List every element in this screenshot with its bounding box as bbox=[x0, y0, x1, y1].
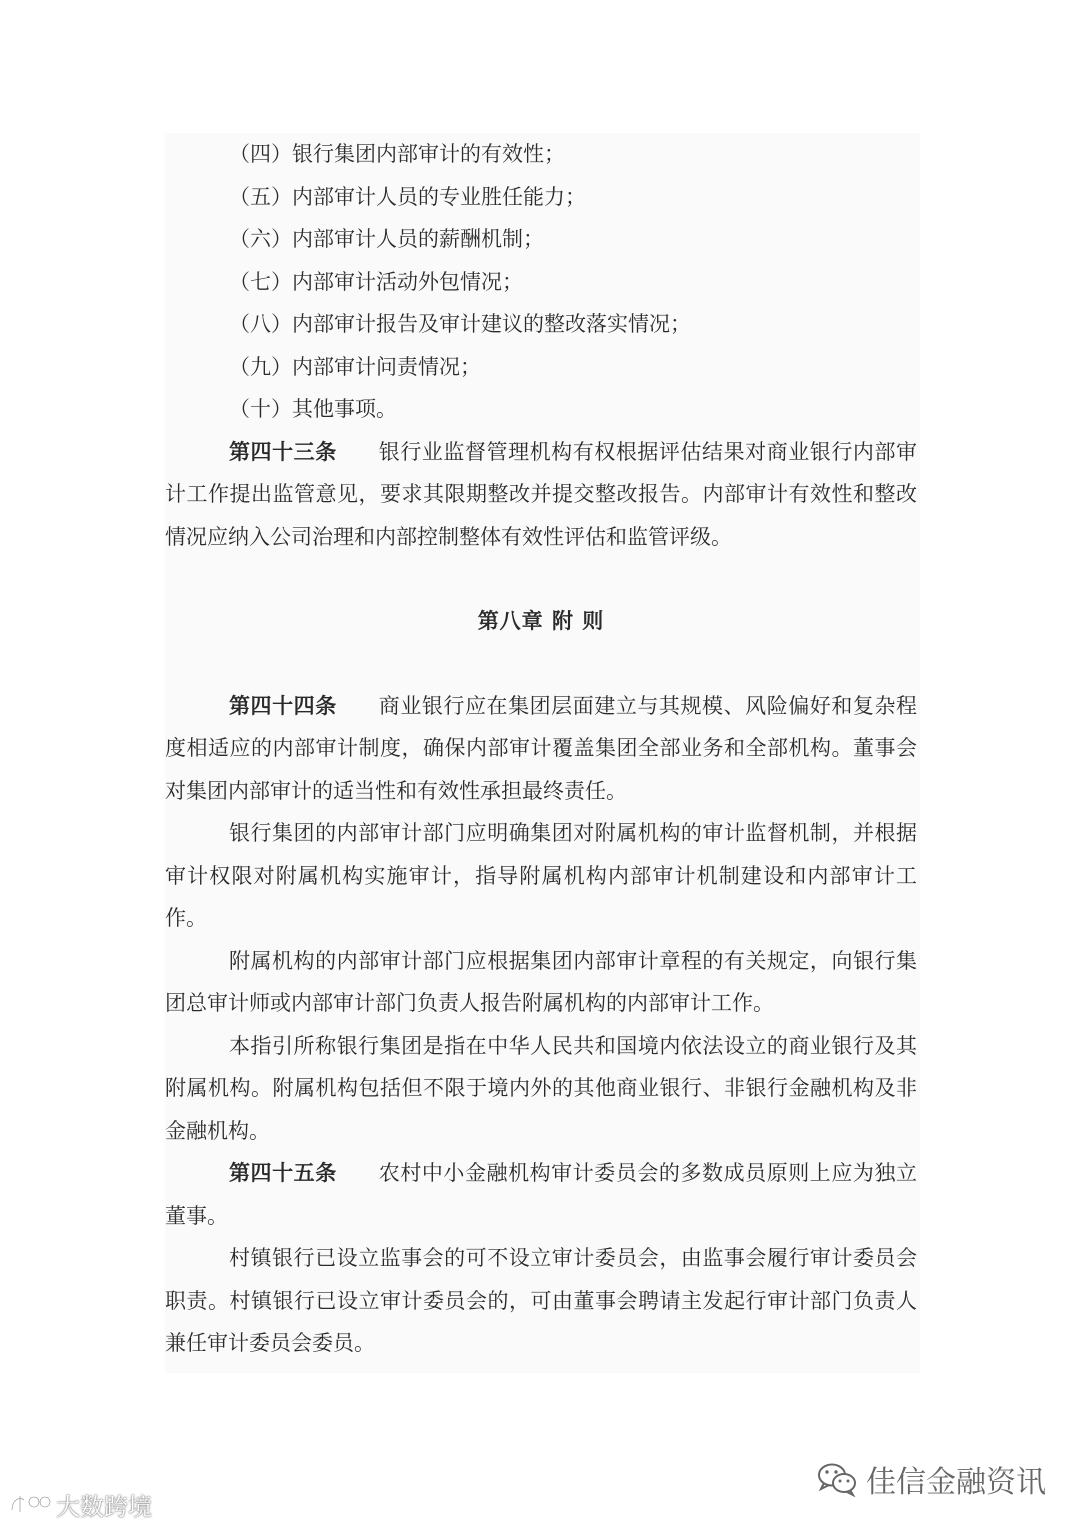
article-44-paragraph: 附属机构的内部审计部门应根据集团内部审计章程的有关规定，向银行集团总审计师或内部审计部门负责人报告附属机构的内部审计工作。 bbox=[165, 948, 917, 1015]
list-item-7: （七）内部审计活动外包情况； bbox=[229, 269, 523, 294]
watermark-right-text: 佳信金融资讯 bbox=[866, 1465, 1046, 1500]
list-item-8: （八）内部审计报告及审计建议的整改落实情况； bbox=[229, 312, 691, 336]
article-43 bbox=[165, 431, 917, 559]
document-body bbox=[165, 133, 917, 1365]
article-45-paragraph: 村镇银行已设立监事会的可不设立审计委员会，由监事会履行审计委员会职责。村镇银行已设立审计委员会的，可由董事会聘请主发起行审计部门负责人兼任审计委员会委员。 bbox=[165, 1246, 917, 1355]
list-item-9: （九）内部审计问责情况； bbox=[229, 354, 481, 379]
article-43-number: 第四十三条 bbox=[229, 438, 337, 464]
article-44-paragraph: 本指引所称银行集团是指在中华人民共和国境内依法设立的商业银行及其附属机构。附属机构包括但不限于境内外的其他商业银行、非银行金融机构及非金融机构。 bbox=[165, 1033, 917, 1143]
article-44 bbox=[165, 685, 917, 813]
watermark-left bbox=[8, 1490, 152, 1521]
brand-logo-icon bbox=[8, 1492, 52, 1516]
chapter-heading: 第八章 附 则 bbox=[477, 608, 605, 633]
article-43-text: 银行业监督管理机构有权根据评估结果对商业银行内部审计工作提出监管意见，要求其限期整改并提交整改报告。内部审计有效性和整改情况应纳入公司治理和内部控制整体有效性评估和监管评级。 bbox=[165, 439, 918, 549]
list-item-5: （五）内部审计人员的专业胜任能力； bbox=[229, 184, 586, 209]
article-44-text: 商业银行应在集团层面建立与其规模、风险偏好和复杂程度相适应的内部审计制度，确保内部审计覆盖集团全部业务和全部机构。董事会对集团内部审计的适当性和有效性承担最终责任。 bbox=[165, 693, 918, 803]
article-45-number: 第四十五条 bbox=[229, 1160, 337, 1185]
list-item-10: （十）其他事项。 bbox=[229, 397, 397, 421]
article-44-paragraph: 银行集团的内部审计部门应明确集团对附属机构的审计监督机制，并根据审计权限对附属机构实施审计，指导附属机构内部审计机制建设和内部审计工作。 bbox=[165, 821, 917, 930]
watermark-left-text: 大数跨境 bbox=[56, 1492, 152, 1521]
list-item-4: （四）银行集团内部审计的有效性； bbox=[229, 142, 565, 166]
wechat-icon bbox=[816, 1461, 858, 1497]
list-item-6: （六）内部审计人员的薪酬机制； bbox=[229, 227, 544, 251]
article-44-number: 第四十四条 bbox=[229, 692, 337, 718]
article-45-text: 农村中小金融机构审计委员会的多数成员原则上应为独立董事。 bbox=[165, 1161, 918, 1228]
article-45 bbox=[165, 1152, 917, 1237]
watermark-right bbox=[816, 1457, 1046, 1501]
